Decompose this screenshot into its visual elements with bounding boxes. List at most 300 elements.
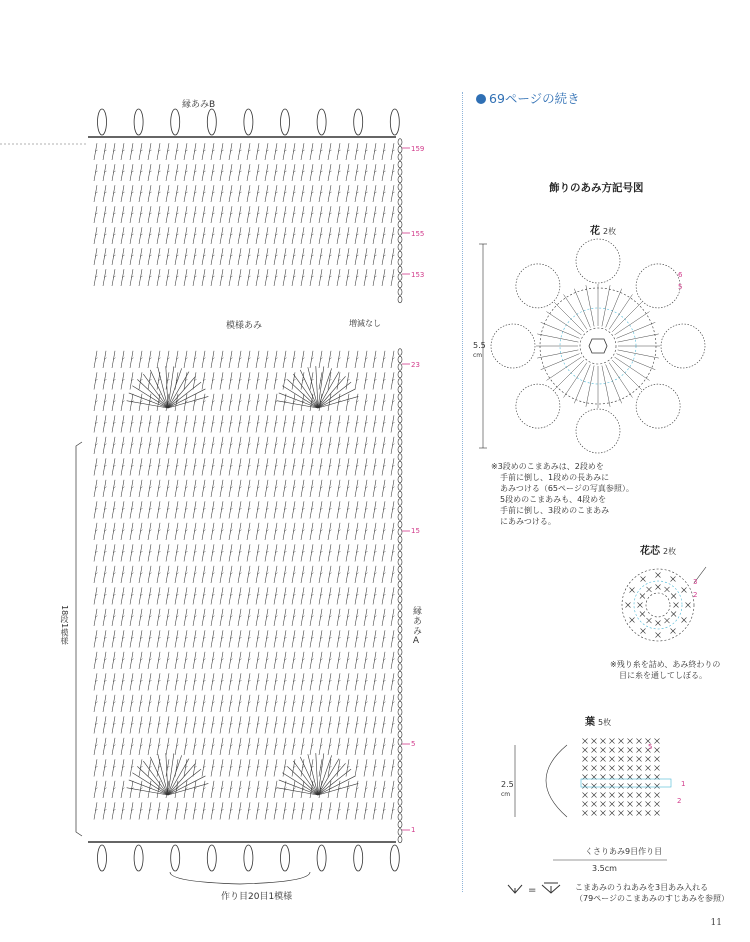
stitch-mark bbox=[319, 566, 322, 583]
stitch-mark bbox=[319, 673, 322, 690]
stitch-mark bbox=[238, 394, 241, 411]
stitch-mark bbox=[301, 480, 304, 497]
stitch-mark bbox=[193, 143, 196, 160]
stitch-mark bbox=[391, 652, 394, 669]
stitch-mark bbox=[130, 673, 133, 690]
stitch-mark bbox=[274, 164, 277, 181]
stitch-mark bbox=[382, 437, 385, 454]
stitch-mark bbox=[148, 458, 151, 475]
stitch-mark bbox=[355, 652, 358, 669]
chain-stitch-mark bbox=[398, 529, 402, 536]
stitch-mark bbox=[139, 566, 142, 583]
single-crochet-mark bbox=[655, 739, 660, 744]
chain-stitch-mark bbox=[398, 146, 402, 153]
stitch-mark bbox=[265, 716, 268, 733]
stitch-mark bbox=[292, 351, 295, 368]
single-crochet-mark bbox=[583, 766, 588, 771]
flower-size-value: 5.5 bbox=[473, 341, 486, 350]
stitch-mark bbox=[373, 716, 376, 733]
stitch-mark bbox=[337, 415, 340, 432]
stitch-mark bbox=[229, 480, 232, 497]
stitch-mark bbox=[166, 716, 169, 733]
stitch-mark bbox=[283, 716, 286, 733]
stitch-mark bbox=[319, 501, 322, 518]
stitch-mark bbox=[301, 523, 304, 540]
stitch-mark bbox=[355, 164, 358, 181]
stitch-mark bbox=[220, 587, 223, 604]
stitch-mark bbox=[319, 523, 322, 540]
chain-stitch-mark bbox=[398, 221, 402, 228]
stitch-mark bbox=[94, 587, 97, 604]
stitch-mark bbox=[211, 630, 214, 647]
stitch-mark bbox=[265, 609, 268, 626]
stitch-mark bbox=[364, 630, 367, 647]
stitch-mark bbox=[265, 673, 268, 690]
stitch-mark bbox=[238, 501, 241, 518]
stitch-mark bbox=[274, 544, 277, 561]
tassel-mark bbox=[134, 109, 143, 135]
stitch-mark bbox=[355, 695, 358, 712]
stitch-mark bbox=[373, 394, 376, 411]
stitch-mark bbox=[157, 415, 160, 432]
stitch-mark bbox=[121, 544, 124, 561]
stitch-mark bbox=[256, 185, 259, 202]
single-crochet-mark bbox=[655, 766, 660, 771]
stitch-mark bbox=[391, 738, 394, 755]
stitch-mark bbox=[130, 781, 133, 798]
stitch-mark bbox=[364, 781, 367, 798]
stitch-mark bbox=[373, 802, 376, 819]
stitch-mark bbox=[139, 415, 142, 432]
stitch-mark bbox=[130, 802, 133, 819]
stitch-mark bbox=[373, 544, 376, 561]
stitch-mark bbox=[391, 781, 394, 798]
chain-stitch-mark bbox=[398, 206, 402, 213]
chain-stitch-mark bbox=[398, 364, 402, 371]
stitch-mark bbox=[283, 630, 286, 647]
stitch-mark bbox=[130, 437, 133, 454]
stitch-mark bbox=[337, 227, 340, 244]
single-crochet-mark bbox=[619, 802, 624, 807]
stitch-mark bbox=[229, 566, 232, 583]
stitch-mark bbox=[238, 143, 241, 160]
stitch-mark bbox=[157, 206, 160, 223]
stitch-mark bbox=[337, 630, 340, 647]
stitch-mark bbox=[148, 143, 151, 160]
stitch-mark bbox=[382, 566, 385, 583]
stitch-mark bbox=[229, 501, 232, 518]
stitch-mark bbox=[319, 652, 322, 669]
stitch-mark bbox=[283, 738, 286, 755]
stitch-mark bbox=[184, 544, 187, 561]
stitch-mark bbox=[364, 437, 367, 454]
tassel-mark bbox=[354, 845, 363, 871]
stitch-mark bbox=[148, 269, 151, 286]
stitch-mark bbox=[337, 523, 340, 540]
stitch-mark bbox=[193, 269, 196, 286]
stitch-mark bbox=[184, 609, 187, 626]
edge-b-label: 縁あみB bbox=[182, 100, 216, 110]
stitch-mark bbox=[175, 143, 178, 160]
stitch-mark bbox=[220, 164, 223, 181]
stitch-mark bbox=[247, 185, 250, 202]
stitch-mark bbox=[202, 695, 205, 712]
stitch-mark bbox=[202, 248, 205, 265]
stitch-mark bbox=[148, 415, 151, 432]
stitch-mark bbox=[328, 248, 331, 265]
stitch-mark bbox=[310, 652, 313, 669]
stitch-mark bbox=[310, 738, 313, 755]
stitch-mark bbox=[238, 738, 241, 755]
single-crochet-mark bbox=[601, 784, 606, 789]
chain-stitch-mark bbox=[398, 656, 402, 663]
stitch-mark bbox=[364, 372, 367, 389]
stitch-mark bbox=[220, 609, 223, 626]
stitch-mark bbox=[328, 523, 331, 540]
stitch-mark bbox=[193, 781, 196, 798]
stitch-mark bbox=[373, 458, 376, 475]
stitch-mark bbox=[265, 630, 268, 647]
leaf-title-text: 葉 bbox=[585, 717, 595, 728]
chain-stitch-mark bbox=[398, 574, 402, 581]
stitch-mark bbox=[94, 566, 97, 583]
single-crochet-mark bbox=[655, 748, 660, 753]
svg-text:=: = bbox=[528, 885, 537, 896]
stitch-mark bbox=[220, 695, 223, 712]
stitch-mark bbox=[274, 630, 277, 647]
stitch-mark bbox=[319, 248, 322, 265]
stitch-mark bbox=[265, 501, 268, 518]
flower-note-line: 手前に倒し、1段めの長あみに bbox=[500, 473, 610, 482]
stitch-mark bbox=[337, 351, 340, 368]
stitch-mark bbox=[265, 248, 268, 265]
tassel-mark bbox=[244, 109, 253, 135]
stitch-mark bbox=[355, 185, 358, 202]
stitch-mark bbox=[148, 227, 151, 244]
row-number-15: 15 bbox=[411, 527, 420, 535]
petal-outline bbox=[516, 264, 560, 308]
stitch-mark bbox=[382, 415, 385, 432]
stitch-mark bbox=[184, 716, 187, 733]
stitch-mark bbox=[283, 206, 286, 223]
stitch-mark bbox=[310, 544, 313, 561]
stitch-mark bbox=[238, 652, 241, 669]
stitch-mark bbox=[211, 394, 214, 411]
flower-count: 2枚 bbox=[603, 227, 617, 236]
fan-stitch-mark bbox=[168, 763, 196, 795]
stitch-mark bbox=[112, 566, 115, 583]
chain-stitch-mark bbox=[398, 776, 402, 783]
chain-stitch-mark bbox=[398, 424, 402, 431]
fan-stitch-mark bbox=[143, 761, 168, 795]
stitch-mark bbox=[211, 695, 214, 712]
chain-stitch-mark bbox=[398, 686, 402, 693]
stitch-mark bbox=[211, 781, 214, 798]
stitch-mark bbox=[184, 566, 187, 583]
center-row-3: 3 bbox=[693, 578, 698, 586]
stitch-mark bbox=[229, 738, 232, 755]
chain-stitch-mark bbox=[398, 619, 402, 626]
stitch-mark bbox=[193, 394, 196, 411]
single-crochet-mark bbox=[628, 802, 633, 807]
single-crochet-mark bbox=[637, 784, 642, 789]
single-crochet-mark bbox=[628, 784, 633, 789]
stitch-mark bbox=[220, 458, 223, 475]
stitch-mark bbox=[220, 372, 223, 389]
stitch-mark bbox=[202, 738, 205, 755]
stitch-mark bbox=[310, 458, 313, 475]
single-crochet-mark bbox=[619, 811, 624, 816]
stitch-mark bbox=[274, 248, 277, 265]
chain-stitch-mark bbox=[398, 514, 402, 521]
stitch-mark bbox=[130, 143, 133, 160]
stitch-mark bbox=[310, 609, 313, 626]
stitch-mark bbox=[283, 544, 286, 561]
stitch-mark bbox=[238, 458, 241, 475]
edge-a-text: 縁あみ bbox=[411, 606, 421, 636]
stitch-mark bbox=[130, 544, 133, 561]
flower-stitch-mark bbox=[564, 294, 587, 329]
stitch-mark bbox=[355, 480, 358, 497]
chain-stitch-mark bbox=[398, 371, 402, 378]
stitch-mark bbox=[211, 480, 214, 497]
stitch-mark bbox=[112, 738, 115, 755]
stitch-mark bbox=[292, 716, 295, 733]
stitch-mark bbox=[283, 458, 286, 475]
stitch-mark bbox=[229, 609, 232, 626]
stitch-mark bbox=[157, 609, 160, 626]
stitch-mark bbox=[229, 673, 232, 690]
stitch-mark bbox=[346, 695, 349, 712]
single-crochet-mark bbox=[646, 784, 651, 789]
stitch-mark bbox=[301, 544, 304, 561]
stitch-mark bbox=[391, 566, 394, 583]
stitch-mark bbox=[175, 673, 178, 690]
stitch-mark bbox=[256, 566, 259, 583]
stitch-mark bbox=[256, 716, 259, 733]
stitch-mark bbox=[94, 802, 97, 819]
stitch-mark bbox=[238, 802, 241, 819]
stitch-mark bbox=[94, 206, 97, 223]
stitch-mark bbox=[202, 206, 205, 223]
stitch-mark bbox=[301, 673, 304, 690]
stitch-mark bbox=[337, 695, 340, 712]
stitch-mark bbox=[274, 738, 277, 755]
stitch-mark bbox=[112, 143, 115, 160]
stitch-mark bbox=[238, 523, 241, 540]
flower-size bbox=[473, 341, 486, 359]
stitch-mark bbox=[130, 394, 133, 411]
stitch-mark bbox=[391, 458, 394, 475]
edge-a-letter: A bbox=[411, 636, 421, 647]
stitch-mark bbox=[238, 227, 241, 244]
stitch-mark bbox=[256, 480, 259, 497]
flower-stitch-mark bbox=[564, 363, 587, 398]
stitch-mark bbox=[121, 738, 124, 755]
fan-stitch-mark bbox=[168, 376, 196, 408]
stitch-mark bbox=[310, 523, 313, 540]
stitch-mark bbox=[265, 143, 268, 160]
center-note-line: 目に糸を通してしぼる。 bbox=[619, 671, 707, 680]
chain-stitch-mark bbox=[398, 716, 402, 723]
chain-stitch-mark bbox=[398, 169, 402, 176]
stitch-mark bbox=[391, 544, 394, 561]
stitch-mark bbox=[292, 609, 295, 626]
stitch-mark bbox=[202, 759, 205, 776]
stitch-mark bbox=[130, 269, 133, 286]
fan-stitch-mark bbox=[318, 382, 351, 408]
single-crochet-mark bbox=[628, 757, 633, 762]
fan-stitch-mark bbox=[318, 783, 358, 795]
stitch-mark bbox=[94, 415, 97, 432]
stitch-mark bbox=[391, 415, 394, 432]
stitch-mark bbox=[130, 695, 133, 712]
stitch-mark bbox=[121, 458, 124, 475]
stitch-mark bbox=[94, 227, 97, 244]
stitch-mark bbox=[193, 544, 196, 561]
stitch-mark bbox=[94, 652, 97, 669]
stitch-mark bbox=[355, 609, 358, 626]
stitch-mark bbox=[103, 227, 106, 244]
stitch-mark bbox=[220, 206, 223, 223]
stitch-mark bbox=[328, 630, 331, 647]
stitch-mark bbox=[157, 523, 160, 540]
stitch-mark bbox=[256, 269, 259, 286]
stitch-mark bbox=[274, 652, 277, 669]
single-crochet-mark bbox=[681, 588, 686, 593]
stitch-mark bbox=[310, 716, 313, 733]
stitch-mark bbox=[247, 716, 250, 733]
leaf-row-1: 1 bbox=[681, 780, 686, 788]
stitch-mark bbox=[283, 587, 286, 604]
stitch-mark bbox=[184, 480, 187, 497]
single-crochet-mark bbox=[655, 793, 660, 798]
stitch-mark bbox=[283, 227, 286, 244]
stitch-mark bbox=[247, 802, 250, 819]
stitch-mark bbox=[274, 269, 277, 286]
single-crochet-mark bbox=[628, 811, 633, 816]
stitch-mark bbox=[139, 695, 142, 712]
legend-text bbox=[575, 882, 729, 904]
leaf-height-unit: cm bbox=[501, 791, 511, 798]
stitch-mark bbox=[184, 458, 187, 475]
stitch-mark bbox=[211, 587, 214, 604]
stitch-mark bbox=[256, 759, 259, 776]
chain-stitch-mark bbox=[398, 461, 402, 468]
stitch-mark bbox=[382, 652, 385, 669]
stitch-mark bbox=[256, 437, 259, 454]
stitch-mark bbox=[103, 630, 106, 647]
stitch-mark bbox=[274, 673, 277, 690]
stitch-mark bbox=[94, 394, 97, 411]
single-crochet-mark bbox=[601, 739, 606, 744]
stitch-mark bbox=[193, 501, 196, 518]
stitch-mark bbox=[391, 437, 394, 454]
stitch-mark bbox=[211, 566, 214, 583]
flower-title-text: 花 bbox=[590, 226, 600, 237]
stitch-mark bbox=[319, 609, 322, 626]
stitch-mark bbox=[274, 227, 277, 244]
stitch-mark bbox=[355, 759, 358, 776]
stitch-mark bbox=[364, 164, 367, 181]
flower-stitch-mark bbox=[609, 363, 632, 398]
center-count: 2枚 bbox=[663, 547, 677, 556]
stitch-mark bbox=[373, 781, 376, 798]
chain-stitch-mark bbox=[398, 244, 402, 251]
stitch-mark bbox=[391, 480, 394, 497]
stitch-mark bbox=[382, 716, 385, 733]
stitch-mark bbox=[184, 523, 187, 540]
stitch-mark bbox=[130, 738, 133, 755]
stitch-mark bbox=[256, 501, 259, 518]
stitch-mark bbox=[112, 501, 115, 518]
stitch-mark bbox=[364, 673, 367, 690]
stitch-mark bbox=[364, 652, 367, 669]
stitch-mark bbox=[247, 673, 250, 690]
stitch-mark bbox=[193, 802, 196, 819]
chain-stitch-mark bbox=[398, 409, 402, 416]
stitch-mark bbox=[247, 394, 250, 411]
single-crochet-mark bbox=[619, 748, 624, 753]
stitch-mark bbox=[346, 738, 349, 755]
stitch-mark bbox=[229, 437, 232, 454]
stitch-mark bbox=[193, 609, 196, 626]
row-number-159: 159 bbox=[411, 145, 425, 153]
single-crochet-mark bbox=[630, 618, 635, 623]
stitch-mark bbox=[301, 458, 304, 475]
stitch-mark bbox=[382, 206, 385, 223]
stitch-mark bbox=[184, 206, 187, 223]
fan-stitch-mark bbox=[318, 376, 346, 408]
stitch-mark bbox=[103, 673, 106, 690]
stitch-mark bbox=[112, 206, 115, 223]
flower-center-ring bbox=[589, 339, 607, 353]
stitch-mark bbox=[391, 802, 394, 819]
single-crochet-mark bbox=[656, 573, 661, 578]
stitch-mark bbox=[328, 802, 331, 819]
stitch-mark bbox=[166, 566, 169, 583]
stitch-mark bbox=[202, 143, 205, 160]
stitch-mark bbox=[103, 372, 106, 389]
stitch-mark bbox=[121, 630, 124, 647]
stitch-mark bbox=[337, 673, 340, 690]
stitch-mark bbox=[130, 458, 133, 475]
stitch-mark bbox=[121, 759, 124, 776]
stitch-mark bbox=[274, 415, 277, 432]
stitch-mark bbox=[130, 501, 133, 518]
stitch-mark bbox=[328, 458, 331, 475]
stitch-mark bbox=[256, 372, 259, 389]
stitch-mark bbox=[247, 269, 250, 286]
chain-stitch-mark bbox=[398, 829, 402, 836]
chain-stitch-mark bbox=[398, 484, 402, 491]
single-crochet-mark bbox=[583, 748, 588, 753]
fan-stitch-mark bbox=[168, 396, 208, 408]
stitch-mark bbox=[346, 544, 349, 561]
stitch-mark bbox=[238, 164, 241, 181]
stitch-mark bbox=[283, 652, 286, 669]
single-crochet-mark bbox=[610, 748, 615, 753]
stitch-mark bbox=[310, 185, 313, 202]
stitch-mark bbox=[175, 544, 178, 561]
stitch-mark bbox=[328, 695, 331, 712]
leaf-height-value: 2.5 bbox=[501, 780, 514, 789]
stitch-mark bbox=[391, 587, 394, 604]
stitch-mark bbox=[112, 227, 115, 244]
stitch-mark bbox=[310, 143, 313, 160]
stitch-mark bbox=[202, 415, 205, 432]
stitch-mark bbox=[274, 458, 277, 475]
